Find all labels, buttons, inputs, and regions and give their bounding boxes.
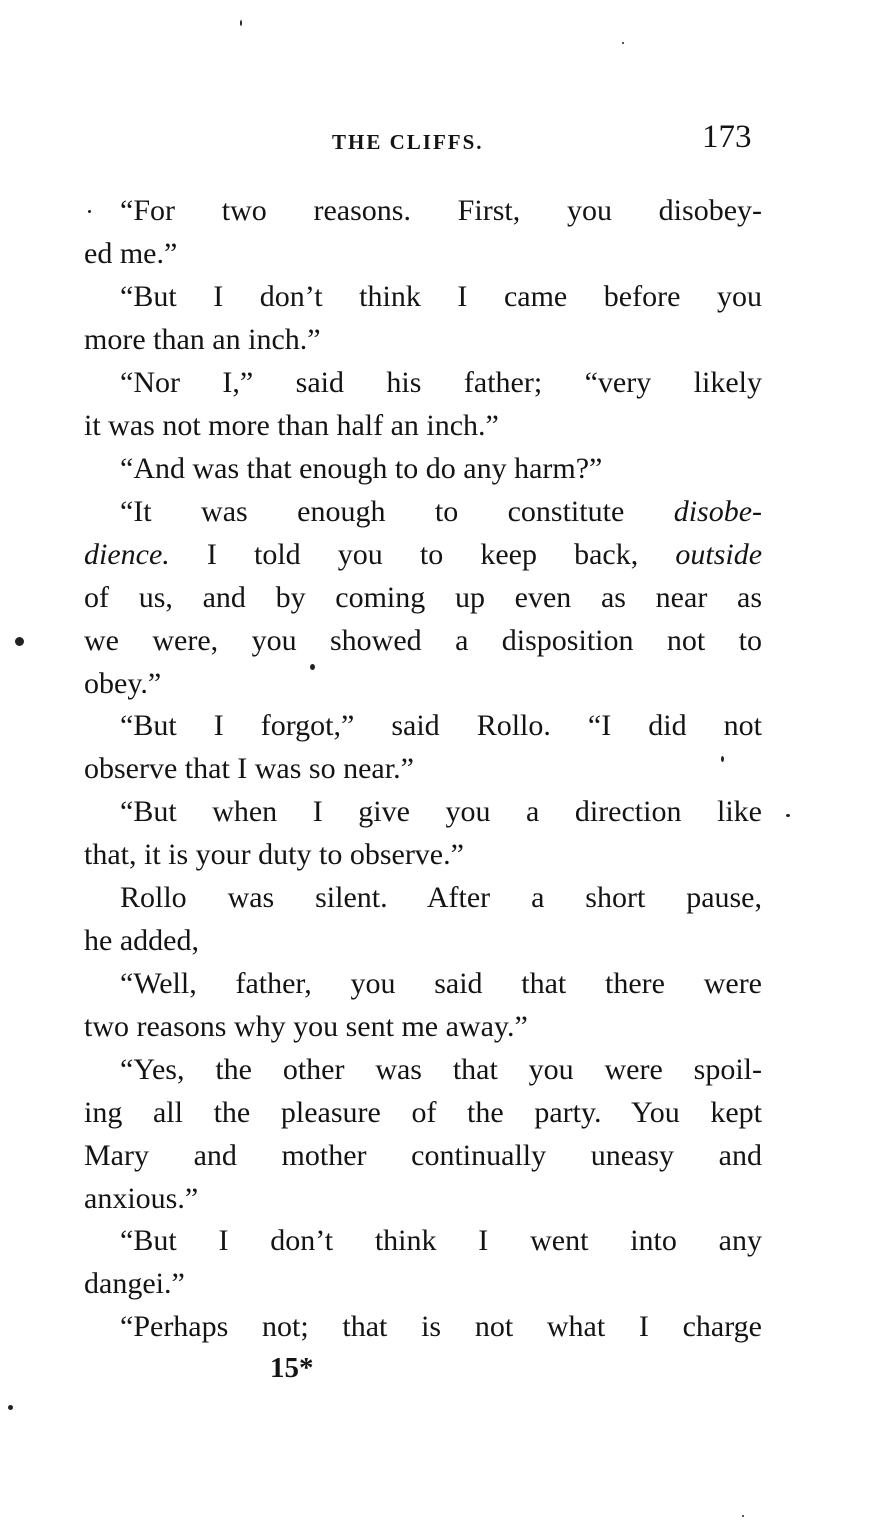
text-line: “And was that enough to do any harm?” [120, 452, 603, 485]
text-line: obey.” [84, 667, 162, 700]
text-line [84, 535, 762, 575]
text-line: Rollo was silent. After a short pause, [120, 881, 762, 914]
scan-speck [88, 210, 91, 213]
text-line: “But I don’t think I went into any [120, 1224, 762, 1257]
scan-speck [8, 1405, 13, 1410]
text-line: more than an inch.” [84, 323, 321, 356]
italic-run: dience. [84, 538, 170, 571]
text-line: it was not more than half an inch.” [84, 409, 499, 442]
text-line: of us, and by coming up even as near as [84, 581, 762, 614]
text-line: we were, you showed a disposition not to [84, 624, 762, 657]
text-run: “It was enough to constitute [120, 495, 625, 528]
text-line: anxious.” [84, 1182, 199, 1215]
text-line: “But when I give you a direction like [120, 795, 762, 828]
text-line: that, it is your duty to observe.” [84, 838, 464, 871]
italic-run: outside [675, 538, 763, 571]
text-line: “But I forgot,” said Rollo. “I did not [120, 709, 762, 742]
scan-speck [310, 664, 315, 670]
text-line: dangei.” [84, 1267, 185, 1300]
text-line: observe that I was so near.” [84, 752, 414, 785]
text-line: two reasons why you sent me away.” [84, 1010, 528, 1043]
scan-speck [240, 20, 242, 26]
text-line: Mary and mother continually uneasy and [84, 1139, 762, 1172]
text-line: ing all the pleasure of the party. You kept [84, 1096, 762, 1129]
text-line: “Yes, the other was that you were spoil- [120, 1053, 762, 1086]
text-line: ed me.” [84, 237, 178, 270]
text-line: “For two reasons. First, you disobey- [120, 194, 762, 227]
text-line: “Well, father, you said that there were [120, 967, 762, 1000]
scan-speck [742, 1515, 744, 1517]
text-line: “Nor I,” said his father; “very likely [120, 366, 762, 399]
text-line: “Perhaps not; that is not what I charge [120, 1310, 762, 1343]
scan-speck [721, 756, 724, 762]
italic-run: disobe- [673, 495, 763, 528]
signature-mark: 15* [270, 1352, 314, 1384]
text-run: I told you to keep back, [206, 538, 639, 571]
scan-speck [786, 814, 790, 817]
text-line [84, 492, 762, 532]
running-title: THE CLIFFS. [332, 130, 484, 154]
text-line: “But I don’t think I came before you [120, 280, 762, 313]
page-number: 173 [702, 119, 752, 155]
text-line: he added, [84, 924, 199, 957]
scan-speck [622, 42, 624, 44]
scan-speck [15, 637, 24, 646]
